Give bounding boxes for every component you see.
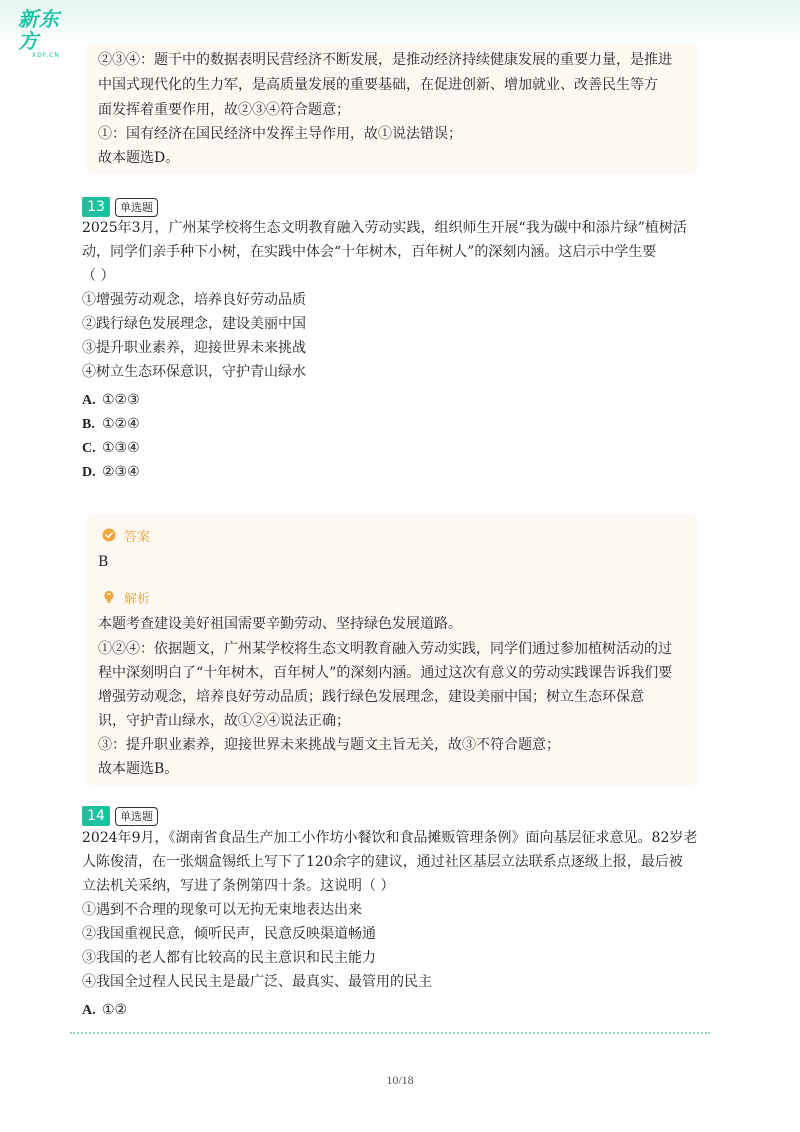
option-letter: D. — [82, 465, 96, 480]
option-text: ①② — [102, 1002, 128, 1018]
question-13-header — [82, 197, 158, 217]
option-a[interactable] — [82, 388, 140, 413]
question-stem-line: （ ） — [82, 268, 115, 284]
page-number: 10/18 — [386, 1073, 414, 1087]
option-text: ②③④ — [102, 464, 140, 480]
analysis-line: ①②④：依据题文，广州某学校将生态文明教育融入劳动实践，同学们通过参加植树活动的过 — [98, 641, 672, 657]
logo-subtext: XDF.CN — [32, 52, 60, 59]
logo-text: 新东方 — [18, 7, 60, 53]
option-a[interactable] — [82, 998, 127, 1023]
statement: ③提升职业素养，迎接世界未来挑战 — [82, 340, 306, 356]
question-type-badge: 单选题 — [115, 198, 158, 217]
prev-analysis-line: 中国式现代化的生力军，是高质量发展的重要基础，在促进创新、增加就业、改善民生等方 — [98, 77, 658, 93]
option-letter: B. — [82, 417, 95, 432]
answer-tag — [102, 525, 150, 545]
statement: ③我国的老人都有比较高的民主意识和民主能力 — [82, 950, 376, 966]
xdf-logo — [18, 7, 80, 59]
answer-label: 答案 — [124, 529, 151, 545]
analysis-line: 增强劳动观念，培养良好劳动品质；践行绿色发展理念，建设美丽中国；树立生态环保意 — [98, 689, 644, 705]
analysis-line: 识，守护青山绿水，故①②④说法正确； — [98, 713, 350, 729]
prev-analysis-line: 故本题选D。 — [98, 150, 180, 166]
prev-analysis-line: ①：国有经济在国民经济中发挥主导作用，故①说法错误； — [98, 126, 462, 142]
question-type-badge: 单选题 — [115, 807, 158, 826]
question-stem-line: 2024年9月，《湖南省食品生产加工小作坊小餐饮和食品摊贩管理条例》面向基层征求意见。82岁老 — [82, 830, 698, 846]
answer-value: B — [98, 554, 109, 570]
analysis-label: 解析 — [124, 591, 151, 607]
prev-analysis-line: 面发挥着重要作用，故②③④符合题意； — [98, 102, 350, 118]
prev-analysis-line: ②③④：题干中的数据表明民营经济不断发展，是推动经济持续健康发展的重要力量，是推进 — [98, 52, 672, 68]
statement: ②我国重视民意，倾听民声，民意反映渠道畅通 — [82, 926, 376, 942]
option-b[interactable] — [82, 412, 140, 437]
question-14-header — [82, 806, 158, 826]
check-badge-icon — [102, 528, 116, 542]
page-divider — [70, 1032, 710, 1034]
option-text: ①②④ — [102, 416, 140, 432]
analysis-line: 程中深刻明白了“十年树木，百年树人”的深刻内涵。通过这次有意义的劳动实践课告诉我们要 — [98, 665, 673, 681]
lightbulb-icon — [102, 590, 116, 604]
question-number: 14 — [82, 806, 110, 826]
analysis-tag — [102, 587, 150, 607]
option-letter: A. — [82, 393, 96, 408]
option-text: ①②③ — [102, 392, 140, 408]
option-c[interactable] — [82, 436, 140, 461]
option-d[interactable] — [82, 460, 140, 485]
analysis-line: 本题考查建设美好祖国需要辛勤劳动、坚持绿色发展道路。 — [98, 616, 462, 632]
question-stem-line: 立法机关采纳，写进了条例第四十条。这说明（ ） — [82, 878, 395, 894]
question-stem-line: 人陈俊清，在一张烟盒锡纸上写下了120余字的建议，通过社区基层立法联系点逐级上报，最后被 — [82, 854, 683, 870]
analysis-line: 故本题选B。 — [98, 761, 179, 777]
question-stem-line: 2025年3月，广州某学校将生态文明教育融入劳动实践，组织师生开展“我为碳中和添片绿”植树活 — [82, 220, 687, 236]
statement: ②践行绿色发展理念，建设美丽中国 — [82, 316, 306, 332]
statement: ①遇到不合理的现象可以无拘无束地表达出来 — [82, 902, 362, 918]
question-stem-line: 动，同学们亲手种下小树，在实践中体会“十年树木，百年树人”的深刻内涵。这启示中学生要 — [82, 244, 657, 260]
question-number: 13 — [82, 197, 110, 217]
option-letter: C. — [82, 441, 96, 456]
statement: ①增强劳动观念，培养良好劳动品质 — [82, 292, 306, 308]
option-text: ①③④ — [102, 440, 140, 456]
statement: ④我国全过程人民民主是最广泛、最真实、最管用的民主 — [82, 974, 432, 990]
option-letter: A. — [82, 1003, 96, 1018]
statement: ④树立生态环保意识，守护青山绿水 — [82, 364, 306, 380]
header-band — [0, 0, 800, 53]
analysis-line: ③：提升职业素养，迎接世界未来挑战与题文主旨无关，故③不符合题意； — [98, 737, 560, 753]
